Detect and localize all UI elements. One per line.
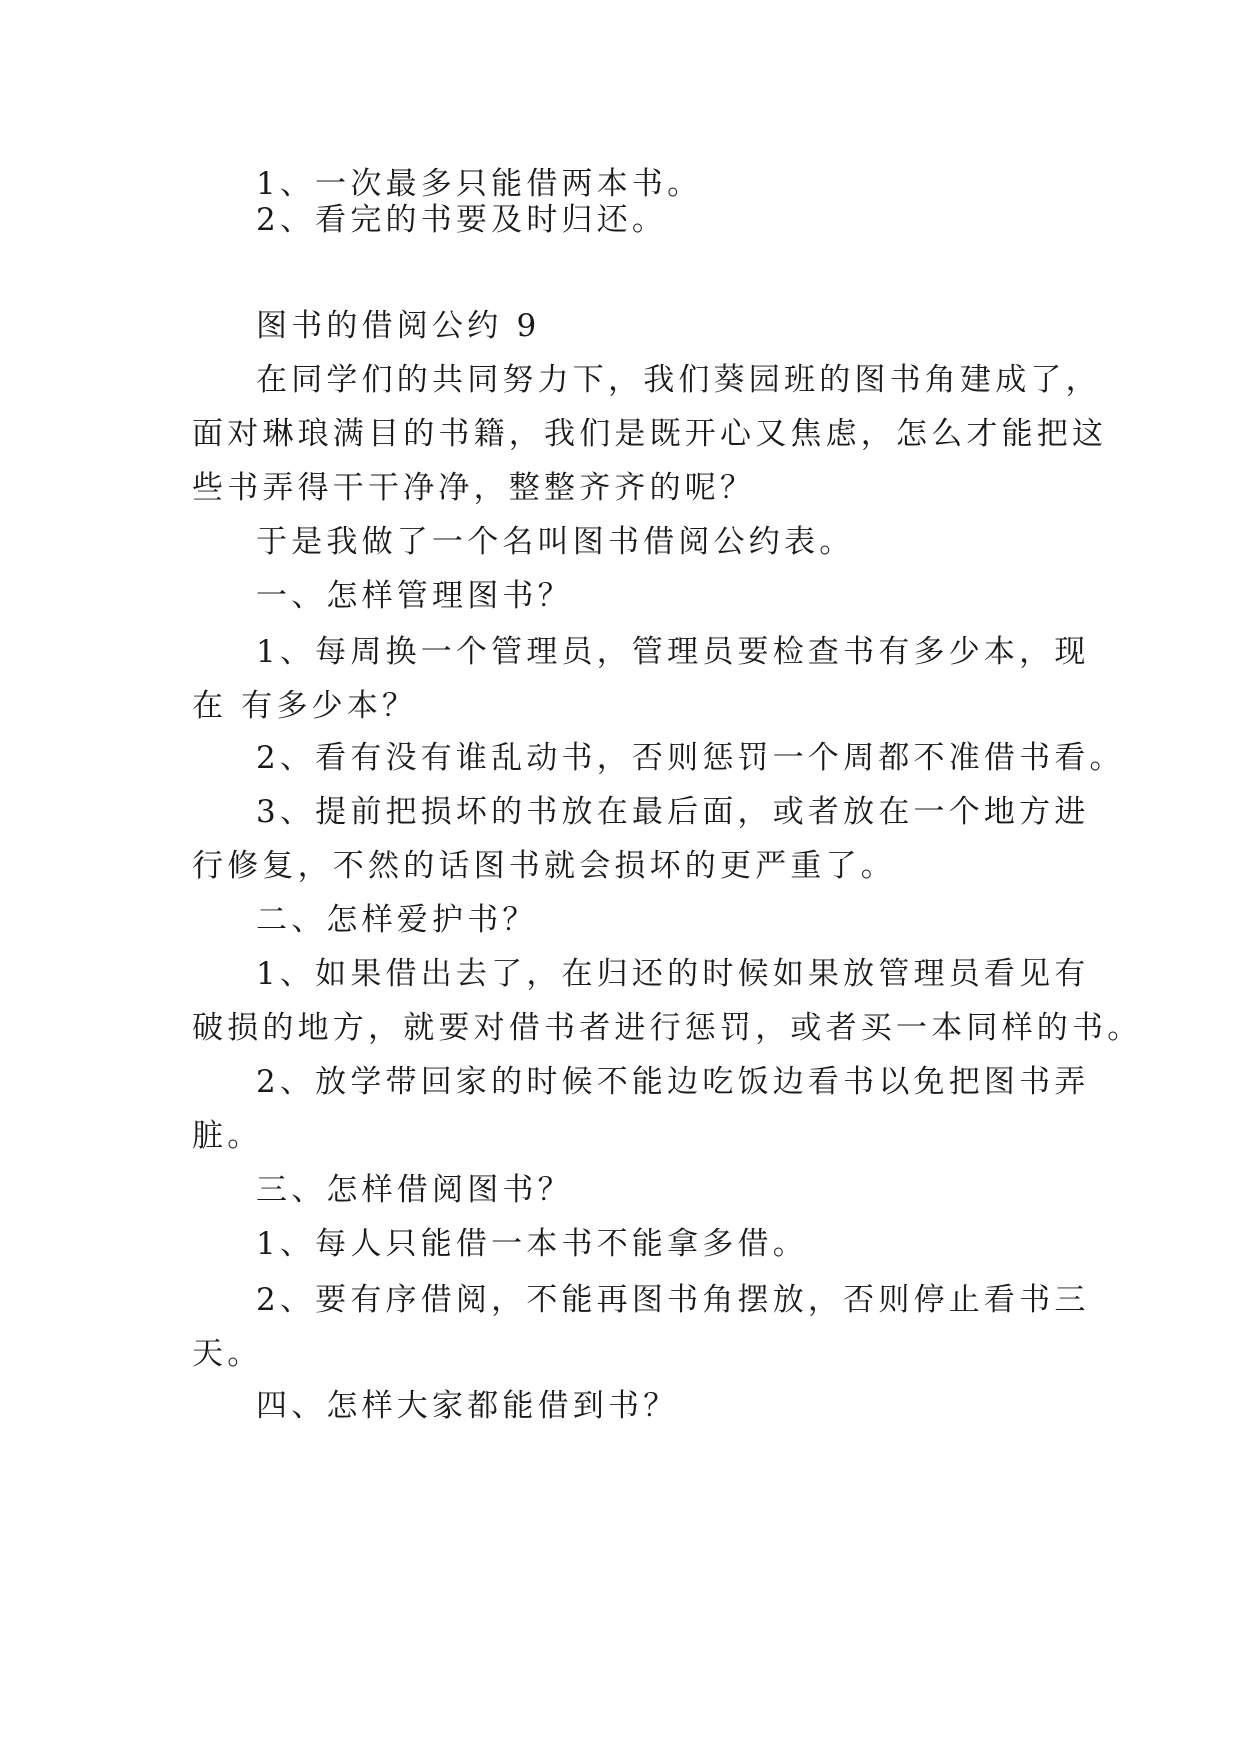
text-line: 2、看有没有谁乱动书，否则惩罚一个周都不准借书看。 <box>256 740 1125 776</box>
subsection-heading: 二、怎样爱护书？ <box>256 902 538 938</box>
text-line: 行修复，不然的话图书就会损坏的更严重了。 <box>192 848 896 884</box>
text-line: 1、如果借出去了，在归还的时候如果放管理员看见有 <box>256 956 1090 992</box>
text-line: 脏。 <box>192 1118 263 1154</box>
subsection-heading: 一、怎样管理图书？ <box>256 578 573 614</box>
section-heading: 图书的借阅公约 9 <box>256 308 541 344</box>
text-line: 在 有多少本？ <box>192 688 418 724</box>
text-line: 2、放学带回家的时候不能边吃饭边看书以免把图书弄 <box>256 1064 1090 1100</box>
text-line: 2、看完的书要及时归还。 <box>256 202 668 238</box>
text-line: 破损的地方，就要对借书者进行惩罚，或者买一本同样的书。 <box>192 1010 1143 1046</box>
text-line: 3、提前把损坏的书放在最后面，或者放在一个地方进 <box>256 794 1090 830</box>
text-line: 在同学们的共同努力下，我们葵园班的图书角建成了， <box>256 362 1101 398</box>
text-line: 天。 <box>192 1336 263 1372</box>
subsection-heading: 四、怎样大家都能借到书？ <box>256 1388 679 1424</box>
text-line: 2、要有序借阅，不能再图书角摆放，否则停止看书三 <box>256 1282 1090 1318</box>
text-line: 1、一次最多只能借两本书。 <box>256 166 703 202</box>
text-line: 些书弄得干干净净，整整齐齐的呢？ <box>192 470 756 506</box>
text-line: 于是我做了一个名叫图书借阅公约表。 <box>256 524 855 560</box>
text-line: 面对琳琅满目的书籍，我们是既开心又焦虑，怎么才能把这 <box>192 416 1108 452</box>
text-line: 1、每周换一个管理员，管理员要检查书有多少本，现 <box>256 634 1090 670</box>
text-line: 1、每人只能借一本书不能拿多借。 <box>256 1226 808 1262</box>
subsection-heading: 三、怎样借阅图书？ <box>256 1172 573 1208</box>
